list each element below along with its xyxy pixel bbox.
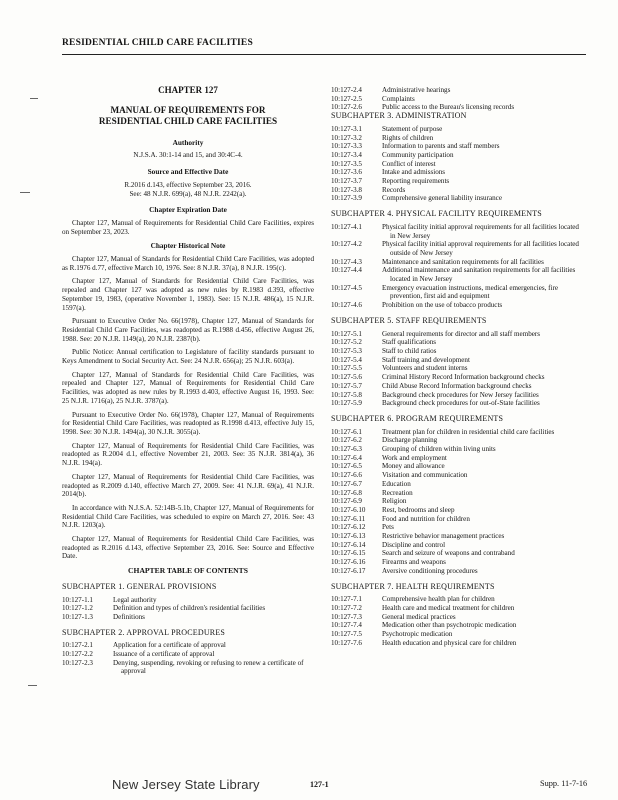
section-number: 10:127-2.5 <box>331 94 362 103</box>
section-number: 10:127-6.5 <box>331 462 362 471</box>
running-head: RESIDENTIAL CHILD CARE FACILITIES <box>62 38 253 48</box>
historical-paragraph: Chapter 127, Manual of Standards for Residential Child Care Facilities, was repealed and Chapter 127 was adopted as new rules by R.1983 d.393, effective September 19, 1983, (operative November 1, 1983). See: 15 N.J.R. 486(a), 15 N.J.R. 1597(a). <box>62 277 314 312</box>
section-title: Criminal History Record Information background checks <box>382 373 545 382</box>
section-title: Public access to the Bureau's licensing records <box>382 103 515 112</box>
toc-entry <box>331 95 588 104</box>
section-title: Discipline and control <box>382 540 446 549</box>
section-number: 10:127-6.3 <box>331 445 362 454</box>
subchapter-heading: SUBCHAPTER 1. GENERAL PROVISIONS <box>62 581 217 591</box>
subchapter-heading: SUBCHAPTER 7. HEALTH REQUIREMENTS <box>331 581 495 591</box>
toc-entry <box>331 558 588 567</box>
section-title: Rights of children <box>382 133 434 142</box>
section-number: 10:127-4.2 <box>331 240 362 249</box>
section-title: Staff qualifications <box>382 338 437 347</box>
section-number: 10:127-6.13 <box>331 532 366 541</box>
section-number: 10:127-4.6 <box>331 301 362 310</box>
toc-entry <box>331 177 588 186</box>
section-number: 10:127-2.2 <box>62 650 93 659</box>
section-number: 10:127-5.2 <box>331 338 362 347</box>
left-column <box>62 86 314 676</box>
toc-entry <box>331 391 588 400</box>
historical-note-heading: Chapter Historical Note <box>150 241 226 251</box>
toc-entry <box>331 497 588 506</box>
section-title: Conflict of interest <box>382 159 436 168</box>
historical-paragraph: Public Notice: Annual certification to Legislature of facility standards pursuant to Keys Amendment to Social Security Act. See: 24 N.J.R. 656(a); 25 N.J.R. 603(a). <box>62 348 314 366</box>
section-title: Information to parents and staff members <box>382 142 500 151</box>
toc-entry <box>331 258 588 267</box>
section-number: 10:127-7.3 <box>331 612 362 621</box>
section-number: 10:127-7.4 <box>331 621 362 630</box>
section-title: Definitions <box>113 612 145 621</box>
toc-entry <box>331 301 588 310</box>
section-title: Application for a certificate of approval <box>113 641 226 650</box>
section-title: General medical practices <box>382 612 456 621</box>
toc-entry <box>62 596 314 605</box>
section-number: 10:127-6.17 <box>331 566 366 575</box>
section-title: Additional maintenance and sanitation requirements for all facilities located in New Jersey <box>382 266 576 284</box>
toc-entry <box>331 125 588 134</box>
subchapter-heading: SUBCHAPTER 3. ADMINISTRATION <box>331 111 467 121</box>
source-heading: Source and Effective Date <box>147 167 229 177</box>
section-title: Religion <box>382 497 407 506</box>
toc-entry <box>331 284 588 301</box>
section-title: Grouping of children within living units <box>382 445 496 454</box>
section-title: Health care and medical treatment for children <box>382 603 515 612</box>
margin-mark <box>28 685 37 686</box>
section-number: 10:127-3.4 <box>331 150 362 159</box>
section-number: 10:127-5.8 <box>331 390 362 399</box>
historical-paragraph: Chapter 127, Manual of Requirements for Residential Child Care Facilities, was readopted as R.2016 d.143, effective September 23, 2016. See: Source and Effective Date. <box>62 535 314 561</box>
toc-entry <box>331 373 588 382</box>
section-title: Definition and types of children's residential facilities <box>113 604 266 613</box>
toc-entry <box>331 613 588 622</box>
toc-entry <box>331 194 588 203</box>
authority-heading: Authority <box>172 137 204 147</box>
section-number: 10:127-6.4 <box>331 453 362 462</box>
expiration-text: Chapter 127, Manual of Requirements for Residential Child Care Facilities, expires on September 23, 2023. <box>62 218 314 236</box>
header-rule <box>62 54 586 55</box>
section-number: 10:127-7.6 <box>331 638 362 647</box>
section-title: Background check procedures for out-of-State facilities <box>382 399 540 408</box>
section-number: 10:127-5.4 <box>331 355 362 364</box>
toc-entry <box>331 266 588 283</box>
section-title: Treatment plan for children in residential child care facilities <box>382 427 555 436</box>
historical-note <box>62 255 314 561</box>
section-number: 10:127-3.8 <box>331 185 362 194</box>
section-number: 10:127-7.5 <box>331 630 362 639</box>
section-title: Food and nutrition for children <box>382 514 470 523</box>
chapter-number: CHAPTER 127 <box>158 85 218 95</box>
section-number: 10:127-5.7 <box>331 381 362 390</box>
section-number: 10:127-4.4 <box>331 266 362 275</box>
toc-entry <box>331 480 588 489</box>
source-line: R.2016 d.143, effective September 23, 2016. <box>124 180 252 189</box>
toc-entry <box>331 532 588 541</box>
section-title: Staff to child ratios <box>382 346 437 355</box>
subchapter-heading: SUBCHAPTER 5. STAFF REQUIREMENTS <box>331 315 487 325</box>
toc-entry <box>331 630 588 639</box>
toc-entry <box>331 454 588 463</box>
section-number: 10:127-6.1 <box>331 427 362 436</box>
toc-entry <box>331 330 588 339</box>
section-number: 10:127-7.2 <box>331 603 362 612</box>
section-title: Prohibition on the use of tobacco products <box>382 301 503 310</box>
section-number: 10:127-5.5 <box>331 364 362 373</box>
toc-entry <box>331 399 588 408</box>
section-number: 10:127-3.6 <box>331 168 362 177</box>
toc-entry <box>331 515 588 524</box>
section-title: Restrictive behavior management practices <box>382 532 505 541</box>
chapter-title <box>62 105 314 128</box>
toc-entry <box>331 471 588 480</box>
section-title: Child Abuse Record Information background checks <box>382 381 532 390</box>
toc-left <box>62 583 314 676</box>
section-number: 10:127-6.8 <box>331 488 362 497</box>
toc-entry <box>331 567 588 576</box>
section-number: 10:127-2.3 <box>62 658 93 667</box>
toc-entry <box>331 142 588 151</box>
toc-entry <box>331 489 588 498</box>
section-title: Complaints <box>382 94 415 103</box>
toc-entry <box>331 428 588 437</box>
toc-right <box>331 112 588 647</box>
section-title: Intake and admissions <box>382 168 446 177</box>
subchapter-heading: SUBCHAPTER 2. APPROVAL PROCEDURES <box>62 627 226 637</box>
historical-paragraph: In accordance with N.J.S.A. 52:14B-5.1b, Chapter 127, Manual of Requirements for Residential Child Care Facilities, was scheduled to expire on March 27, 2016. See: 43 N.J.R. 1203(a). <box>62 503 314 530</box>
section-number: 10:127-2.6 <box>331 103 362 112</box>
source-text <box>62 181 314 198</box>
section-number: 10:127-6.2 <box>331 436 362 445</box>
section-title: Medication other than psychotropic medication <box>382 621 517 630</box>
toc-entry <box>331 462 588 471</box>
section-number: 10:127-3.7 <box>331 177 362 186</box>
subchapter-heading: SUBCHAPTER 4. PHYSICAL FACILITY REQUIREMENTS <box>331 209 542 219</box>
toc-entry <box>331 223 588 240</box>
section-number: 10:127-3.2 <box>331 133 362 142</box>
section-title: Community participation <box>382 150 454 159</box>
section-title: Reporting requirements <box>382 177 450 186</box>
section-title: Maintenance and sanitation requirements for all facilities <box>382 257 544 266</box>
section-title: Background check procedures for New Jersey facilities <box>382 390 539 399</box>
section-number: 10:127-5.6 <box>331 373 362 382</box>
section-title: General requirements for director and all staff members <box>382 329 541 338</box>
subchapter-heading: SUBCHAPTER 6. PROGRAM REQUIREMENTS <box>331 413 504 423</box>
section-number: 10:127-3.3 <box>331 142 362 151</box>
section-title: Psychotropic medication <box>382 630 453 639</box>
section-title: Records <box>382 185 406 194</box>
section-title: Staff training and development <box>382 355 470 364</box>
historical-paragraph: Chapter 127, Manual of Requirements for Residential Child Care Facilities, was readopted as R.2004 d.1, effective November 21, 2003. See: 35 N.J.R. 3814(a), 36 N.J.R. 194(a). <box>62 441 314 468</box>
section-title: Work and employment <box>382 453 447 462</box>
section-number: 10:127-3.9 <box>331 194 362 203</box>
section-title: Issuance of a certificate of approval <box>113 650 215 659</box>
historical-paragraph: Chapter 127, Manual of Standards for Residential Child Care Facilities, was repealed and Chapter 127, Manual of Requirements for Residential Child Care Facilities, was adopted as new rules by R.1993 d.403, effective August 16, 1993. See: 25 N.J.R. 1716(a), 25 N.J.R. 3787(a). <box>62 370 314 405</box>
section-number: 10:127-7.1 <box>331 595 362 604</box>
section-title: Comprehensive health plan for children <box>382 595 495 604</box>
toc-entry <box>331 445 588 454</box>
section-number: 10:127-6.6 <box>331 471 362 480</box>
section-title: Legal authority <box>113 595 157 604</box>
toc-entry <box>331 549 588 558</box>
section-title: Comprehensive general liability insurance <box>382 194 502 203</box>
section-number: 10:127-5.9 <box>331 399 362 408</box>
toc-entry <box>331 506 588 515</box>
section-number: 10:127-4.1 <box>331 222 362 231</box>
section-number: 10:127-2.1 <box>62 641 93 650</box>
section-title: Education <box>382 479 411 488</box>
toc-entry <box>331 382 588 391</box>
historical-paragraph: Pursuant to Executive Order No. 66(1978), Chapter 127, Manual of Requirements for Residential Child Care Facilities, was readopted as R.1998 d.413, effective July 15, 1998. See: 30 N.J.R. 1494(a), 30 N.J.R. 3055(a). <box>62 410 314 436</box>
toc-heading: CHAPTER TABLE OF CONTENTS <box>128 566 248 576</box>
authority-text: N.J.S.A. 30:1-14 and 15, and 30:4C-4. <box>133 151 243 160</box>
toc-entry <box>331 604 588 613</box>
historical-paragraph: Pursuant to Executive Order No. 66(1978), Chapter 127, Manual of Standards for Residential Child Care Facilities, was readopted as R.1988 d.456, effective August 26, 1988. See: 20 N.J.R. 1149(a), 20 N.J.R. 2387(b). <box>62 317 314 343</box>
section-title: Emergency evacuation instructions, medical emergencies, fire prevention, first aid and equipment <box>382 283 559 301</box>
section-title: Visitation and communication <box>382 471 468 480</box>
section-title: Aversive conditioning procedures <box>382 566 478 575</box>
toc-entry <box>331 541 588 550</box>
section-number: 10:127-5.1 <box>331 329 362 338</box>
toc-entry <box>331 186 588 195</box>
section-number: 10:127-1.3 <box>62 612 93 621</box>
toc-entry <box>331 347 588 356</box>
section-title: Rest, bedrooms and sleep <box>382 505 455 514</box>
expiration-heading: Chapter Expiration Date <box>149 205 227 215</box>
section-number: 10:127-6.15 <box>331 549 366 558</box>
section-title: Search and seizure of weapons and contraband <box>382 549 515 558</box>
toc-entry <box>331 639 588 648</box>
library-watermark: New Jersey State Library <box>112 777 260 792</box>
margin-mark <box>20 192 30 193</box>
section-title: Denying, suspending, revoking or refusing to renew a certificate of approval <box>113 658 304 676</box>
section-number: 10:127-2.4 <box>331 86 362 94</box>
section-number: 10:127-6.16 <box>331 558 366 567</box>
section-number: 10:127-1.2 <box>62 604 93 613</box>
section-title: Health education and physical care for children <box>382 638 517 647</box>
section-title: Administrative hearings <box>382 86 451 94</box>
section-number: 10:127-6.14 <box>331 540 366 549</box>
section-number: 10:127-1.1 <box>62 595 93 604</box>
chapter-title-line: RESIDENTIAL CHILD CARE FACILITIES <box>98 116 278 127</box>
toc-entry <box>331 595 588 604</box>
section-number: 10:127-6.9 <box>331 497 362 506</box>
section-number: 10:127-4.5 <box>331 283 362 292</box>
toc-entry <box>331 338 588 347</box>
supplement-date: Supp. 11-7-16 <box>540 779 588 788</box>
toc-entry <box>331 160 588 169</box>
toc-entry <box>62 604 314 613</box>
section-number: 10:127-3.5 <box>331 159 362 168</box>
toc-entry <box>331 436 588 445</box>
section-title: Discharge planning <box>382 436 438 445</box>
historical-paragraph: Chapter 127, Manual of Requirements for Residential Child Care Facilities, was readopted as R.2009 d.140, effective March 27, 2009. See: 41 N.J.R. 69(a), 41 N.J.R. 2014(b). <box>62 472 314 499</box>
toc-entry <box>331 86 588 95</box>
section-title: Volunteers and student interns <box>382 364 468 373</box>
toc-entry <box>331 240 588 257</box>
toc-continued <box>331 86 588 112</box>
section-number: 10:127-6.11 <box>331 514 366 523</box>
section-number: 10:127-6.12 <box>331 523 366 532</box>
section-title: Physical facility initial approval requirements for all facilities located in New Jersey <box>382 222 579 240</box>
section-title: Statement of purpose <box>382 124 443 133</box>
section-title: Money and allowance <box>382 462 445 471</box>
chapter-title-line: MANUAL OF REQUIREMENTS FOR <box>110 104 266 115</box>
toc-entry <box>62 613 314 622</box>
toc-entry <box>62 641 314 650</box>
section-title: Pets <box>382 523 394 532</box>
toc-entry <box>331 364 588 373</box>
toc-entry <box>331 356 588 365</box>
toc-entry <box>62 650 314 659</box>
toc-entry <box>331 523 588 532</box>
toc-entry <box>331 151 588 160</box>
toc-entry <box>331 134 588 143</box>
section-number: 10:127-6.7 <box>331 479 362 488</box>
toc-entry <box>331 168 588 177</box>
right-column <box>331 86 588 647</box>
section-number: 10:127-6.10 <box>331 505 366 514</box>
section-title: Recreation <box>382 488 413 497</box>
source-line: See: 48 N.J.R. 699(a), 48 N.J.R. 2242(a). <box>129 189 247 198</box>
margin-mark <box>30 98 38 99</box>
toc-entry <box>62 659 314 676</box>
toc-entry <box>331 621 588 630</box>
section-number: 10:127-3.1 <box>331 124 362 133</box>
page-number: 127-1 <box>310 780 329 789</box>
section-title: Physical facility initial approval requirements for all facilities located outside of New Jersey <box>382 240 579 257</box>
section-number: 10:127-5.3 <box>331 346 362 355</box>
historical-paragraph: Chapter 127, Manual of Standards for Residential Child Care Facilities, was adopted as R.1976 d.77, effective March 10, 1976. See: 8 N.J.R. 37(a), 8 N.J.R. 195(c). <box>62 255 314 272</box>
section-title: Firearms and weapons <box>382 558 446 567</box>
section-number: 10:127-4.3 <box>331 257 362 266</box>
